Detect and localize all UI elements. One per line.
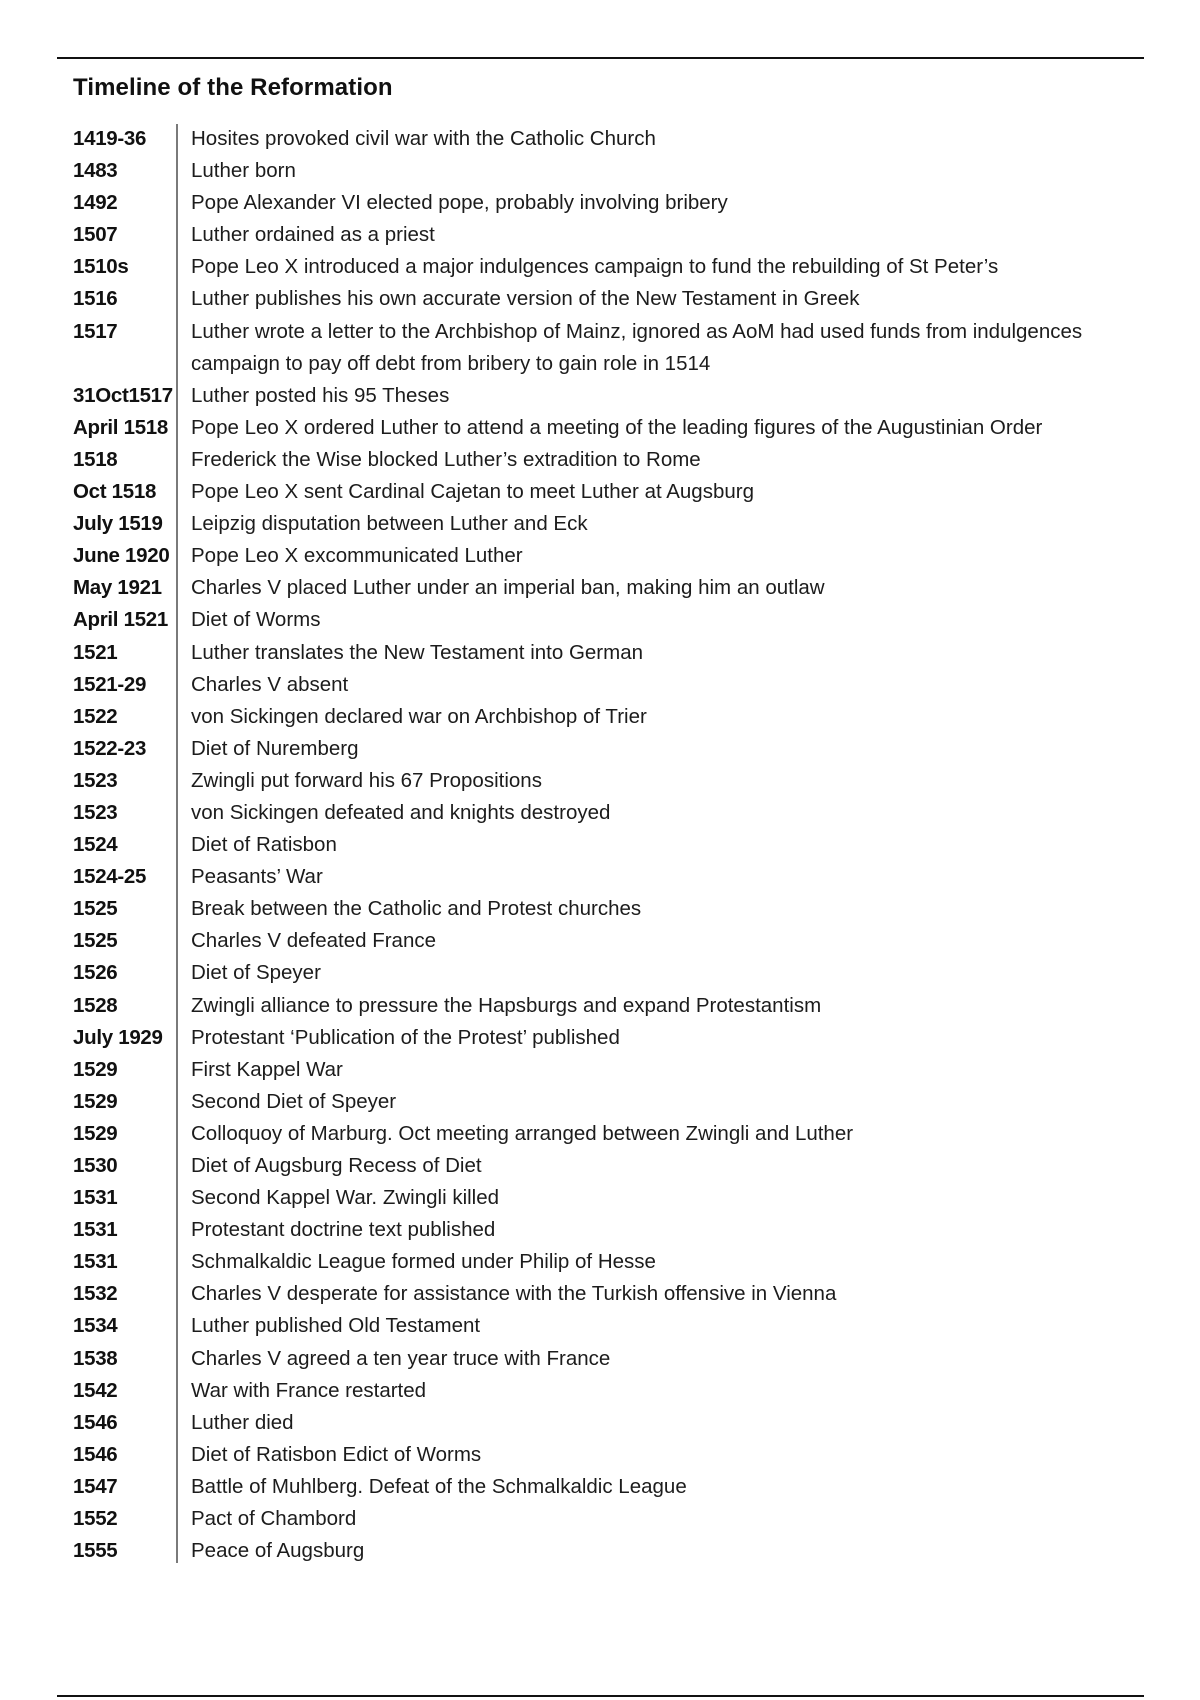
timeline-event: Luther wrote a letter to the Archbishop of Mainz, ignored as AoM had used funds from indulgences campaign to pay off debt from bribery to gain role in 1514 [191, 319, 1083, 375]
timeline-event: Zwingli put forward his 67 Propositions [191, 768, 542, 792]
timeline-date: 1547 [73, 1474, 118, 1498]
timeline-row [73, 861, 1153, 893]
timeline-row [73, 1118, 1153, 1150]
timeline-row [73, 1246, 1153, 1278]
timeline-row [73, 1086, 1153, 1118]
timeline-date: 1523 [73, 768, 118, 792]
timeline-event: Leipzig disputation between Luther and Eck [191, 512, 588, 536]
timeline-event: Second Kappel War. Zwingli killed [191, 1186, 500, 1210]
timeline-event: Hosites provoked civil war with the Catholic Church [191, 127, 656, 150]
timeline-date: 1534 [73, 1314, 118, 1338]
timeline-event: Luther ordained as a priest [191, 223, 435, 247]
timeline-date: 1517 [73, 319, 118, 343]
timeline-event: Diet of Augsburg Recess of Diet [191, 1154, 482, 1177]
timeline-row [73, 957, 1153, 989]
timeline-event: Pope Leo X excommunicated Luther [191, 544, 523, 568]
top-rule [57, 57, 1144, 59]
timeline-row [73, 316, 1153, 380]
timeline-date: 1521 [73, 640, 118, 664]
timeline-event: Diet of Ratisbon [191, 833, 337, 857]
timeline-event: Pact of Chambord [191, 1507, 357, 1531]
timeline-event: War with France restarted [191, 1378, 427, 1402]
timeline-date: 1546 [73, 1410, 118, 1434]
timeline-event: Peace of Augsburg [191, 1539, 365, 1563]
timeline-date: 1492 [73, 191, 118, 215]
timeline-event: Pope Leo X introduced a major indulgences campaign to fund the rebuilding of St Peter’s [191, 255, 999, 279]
timeline-row [73, 1407, 1153, 1439]
timeline-event: Luther publishes his own accurate version of the New Testament in Greek [191, 287, 860, 311]
timeline-row [73, 1214, 1153, 1246]
timeline-event: Luther translates the New Testament into German [191, 640, 643, 664]
timeline-row [73, 1535, 1153, 1567]
timeline-event: Luther died [191, 1410, 294, 1434]
timeline-row [73, 637, 1153, 669]
timeline-row [73, 251, 1153, 283]
timeline-row [73, 1343, 1153, 1375]
timeline-date: 1483 [73, 159, 118, 183]
timeline-event: Schmalkaldic League formed under Philip of Hesse [191, 1250, 656, 1274]
bottom-rule [57, 1695, 1144, 1697]
timeline-row [73, 1439, 1153, 1471]
timeline-row [73, 508, 1153, 540]
timeline-event: Charles V defeated France [191, 929, 436, 953]
timeline-date: 1530 [73, 1154, 118, 1177]
timeline-row [73, 412, 1153, 444]
timeline-list [73, 123, 1153, 1567]
timeline-row [73, 1503, 1153, 1535]
timeline-date: May 1921 [73, 576, 162, 600]
timeline-row [73, 990, 1153, 1022]
timeline-row [73, 1054, 1153, 1086]
timeline-row [73, 765, 1153, 797]
timeline-date: 1542 [73, 1378, 118, 1402]
timeline-date: 1518 [73, 447, 118, 471]
timeline-date: 31Oct1517 [73, 383, 173, 407]
timeline-date: 1531 [73, 1218, 118, 1242]
timeline-date: 1529 [73, 1089, 118, 1113]
timeline-event: Diet of Speyer [191, 961, 321, 985]
timeline-row [73, 1375, 1153, 1407]
timeline-event: Charles V desperate for assistance with the Turkish offensive in Vienna [191, 1282, 837, 1306]
timeline-row [73, 893, 1153, 925]
timeline-row [73, 1022, 1153, 1054]
timeline-row [73, 187, 1153, 219]
timeline-date: April 1521 [73, 608, 168, 632]
timeline-event: Pope Leo X ordered Luther to attend a meeting of the leading figures of the Augustinian Order [191, 415, 1043, 439]
timeline-row [73, 444, 1153, 476]
timeline-event: Luther posted his 95 Theses [191, 383, 450, 407]
timeline-row [73, 669, 1153, 701]
timeline-event: Protestant doctrine text published [191, 1218, 496, 1242]
timeline-event: Charles V agreed a ten year truce with France [191, 1346, 611, 1370]
timeline-date: 1552 [73, 1507, 118, 1531]
timeline-event: Diet of Nuremberg [191, 736, 359, 760]
timeline-date: 1528 [73, 993, 118, 1017]
timeline-row [73, 572, 1153, 604]
timeline-date: 1529 [73, 1057, 118, 1081]
timeline-date: July 1519 [73, 512, 163, 536]
timeline-row [73, 797, 1153, 829]
timeline-date: 1525 [73, 897, 118, 921]
timeline-row [73, 540, 1153, 572]
timeline-date: 1531 [73, 1250, 118, 1274]
timeline-date: 1532 [73, 1282, 118, 1306]
timeline-row [73, 1471, 1153, 1503]
timeline-date: 1526 [73, 961, 118, 985]
timeline-row [73, 1150, 1153, 1182]
timeline-event: Charles V placed Luther under an imperial ban, making him an outlaw [191, 576, 825, 600]
timeline-event: Colloquoy of Marburg. Oct meeting arranged between Zwingli and Luther [191, 1121, 854, 1145]
timeline-row [73, 155, 1153, 187]
timeline-date: 1510s [73, 255, 129, 279]
timeline-date: Oct 1518 [73, 480, 157, 504]
timeline-event: Luther published Old Testament [191, 1314, 481, 1338]
timeline-date: June 1920 [73, 544, 170, 568]
timeline-date: 1521-29 [73, 672, 147, 696]
timeline-date: 1529 [73, 1121, 118, 1145]
timeline-date: 1516 [73, 287, 118, 311]
timeline-event: Diet of Worms [191, 608, 321, 632]
timeline-date: 1524-25 [73, 865, 147, 889]
timeline-date: July 1929 [73, 1025, 163, 1049]
timeline-row [73, 1310, 1153, 1342]
timeline-date: 1538 [73, 1346, 118, 1370]
timeline-event: Peasants’ War [191, 865, 323, 889]
timeline-date: 1419-36 [73, 127, 147, 150]
timeline-event: Zwingli alliance to pressure the Hapsburgs and expand Protestantism [191, 993, 822, 1017]
timeline-row [73, 733, 1153, 765]
timeline-row [73, 219, 1153, 251]
timeline-event: Charles V absent [191, 672, 349, 696]
timeline-row [73, 829, 1153, 861]
timeline-date: 1522-23 [73, 736, 147, 760]
timeline-date: 1507 [73, 223, 118, 247]
timeline-event: Frederick the Wise blocked Luther’s extradition to Rome [191, 447, 701, 471]
timeline-row [73, 1278, 1153, 1310]
timeline-row [73, 925, 1153, 957]
timeline-row [73, 604, 1153, 636]
timeline-row [73, 283, 1153, 315]
page-title: Timeline of the Reformation [73, 74, 393, 101]
timeline-event: von Sickingen defeated and knights destroyed [191, 800, 611, 824]
timeline-date: 1524 [73, 833, 118, 857]
timeline-event: Break between the Catholic and Protest churches [191, 897, 642, 921]
timeline-row [73, 380, 1153, 412]
timeline-event: Pope Alexander VI elected pope, probably involving bribery [191, 191, 728, 215]
timeline-event: Diet of Ratisbon Edict of Worms [191, 1442, 482, 1466]
timeline-date: 1523 [73, 800, 118, 824]
timeline-row [73, 123, 1153, 155]
timeline-date: 1555 [73, 1539, 118, 1563]
timeline-event: Protestant ‘Publication of the Protest’ published [191, 1025, 620, 1049]
timeline-date: 1546 [73, 1442, 118, 1466]
timeline-row [73, 476, 1153, 508]
timeline-event: Luther born [191, 159, 296, 183]
timeline-date: 1522 [73, 704, 118, 728]
timeline-date: 1531 [73, 1186, 118, 1210]
timeline-row [73, 1182, 1153, 1214]
timeline-date: 1525 [73, 929, 118, 953]
timeline-row [73, 701, 1153, 733]
timeline-date: April 1518 [73, 415, 168, 439]
timeline-event: von Sickingen declared war on Archbishop of Trier [191, 704, 647, 728]
timeline-event: Pope Leo X sent Cardinal Cajetan to meet Luther at Augsburg [191, 480, 754, 504]
timeline-event: First Kappel War [191, 1057, 343, 1081]
timeline-event: Battle of Muhlberg. Defeat of the Schmalkaldic League [191, 1474, 687, 1498]
timeline-event: Second Diet of Speyer [191, 1089, 397, 1113]
